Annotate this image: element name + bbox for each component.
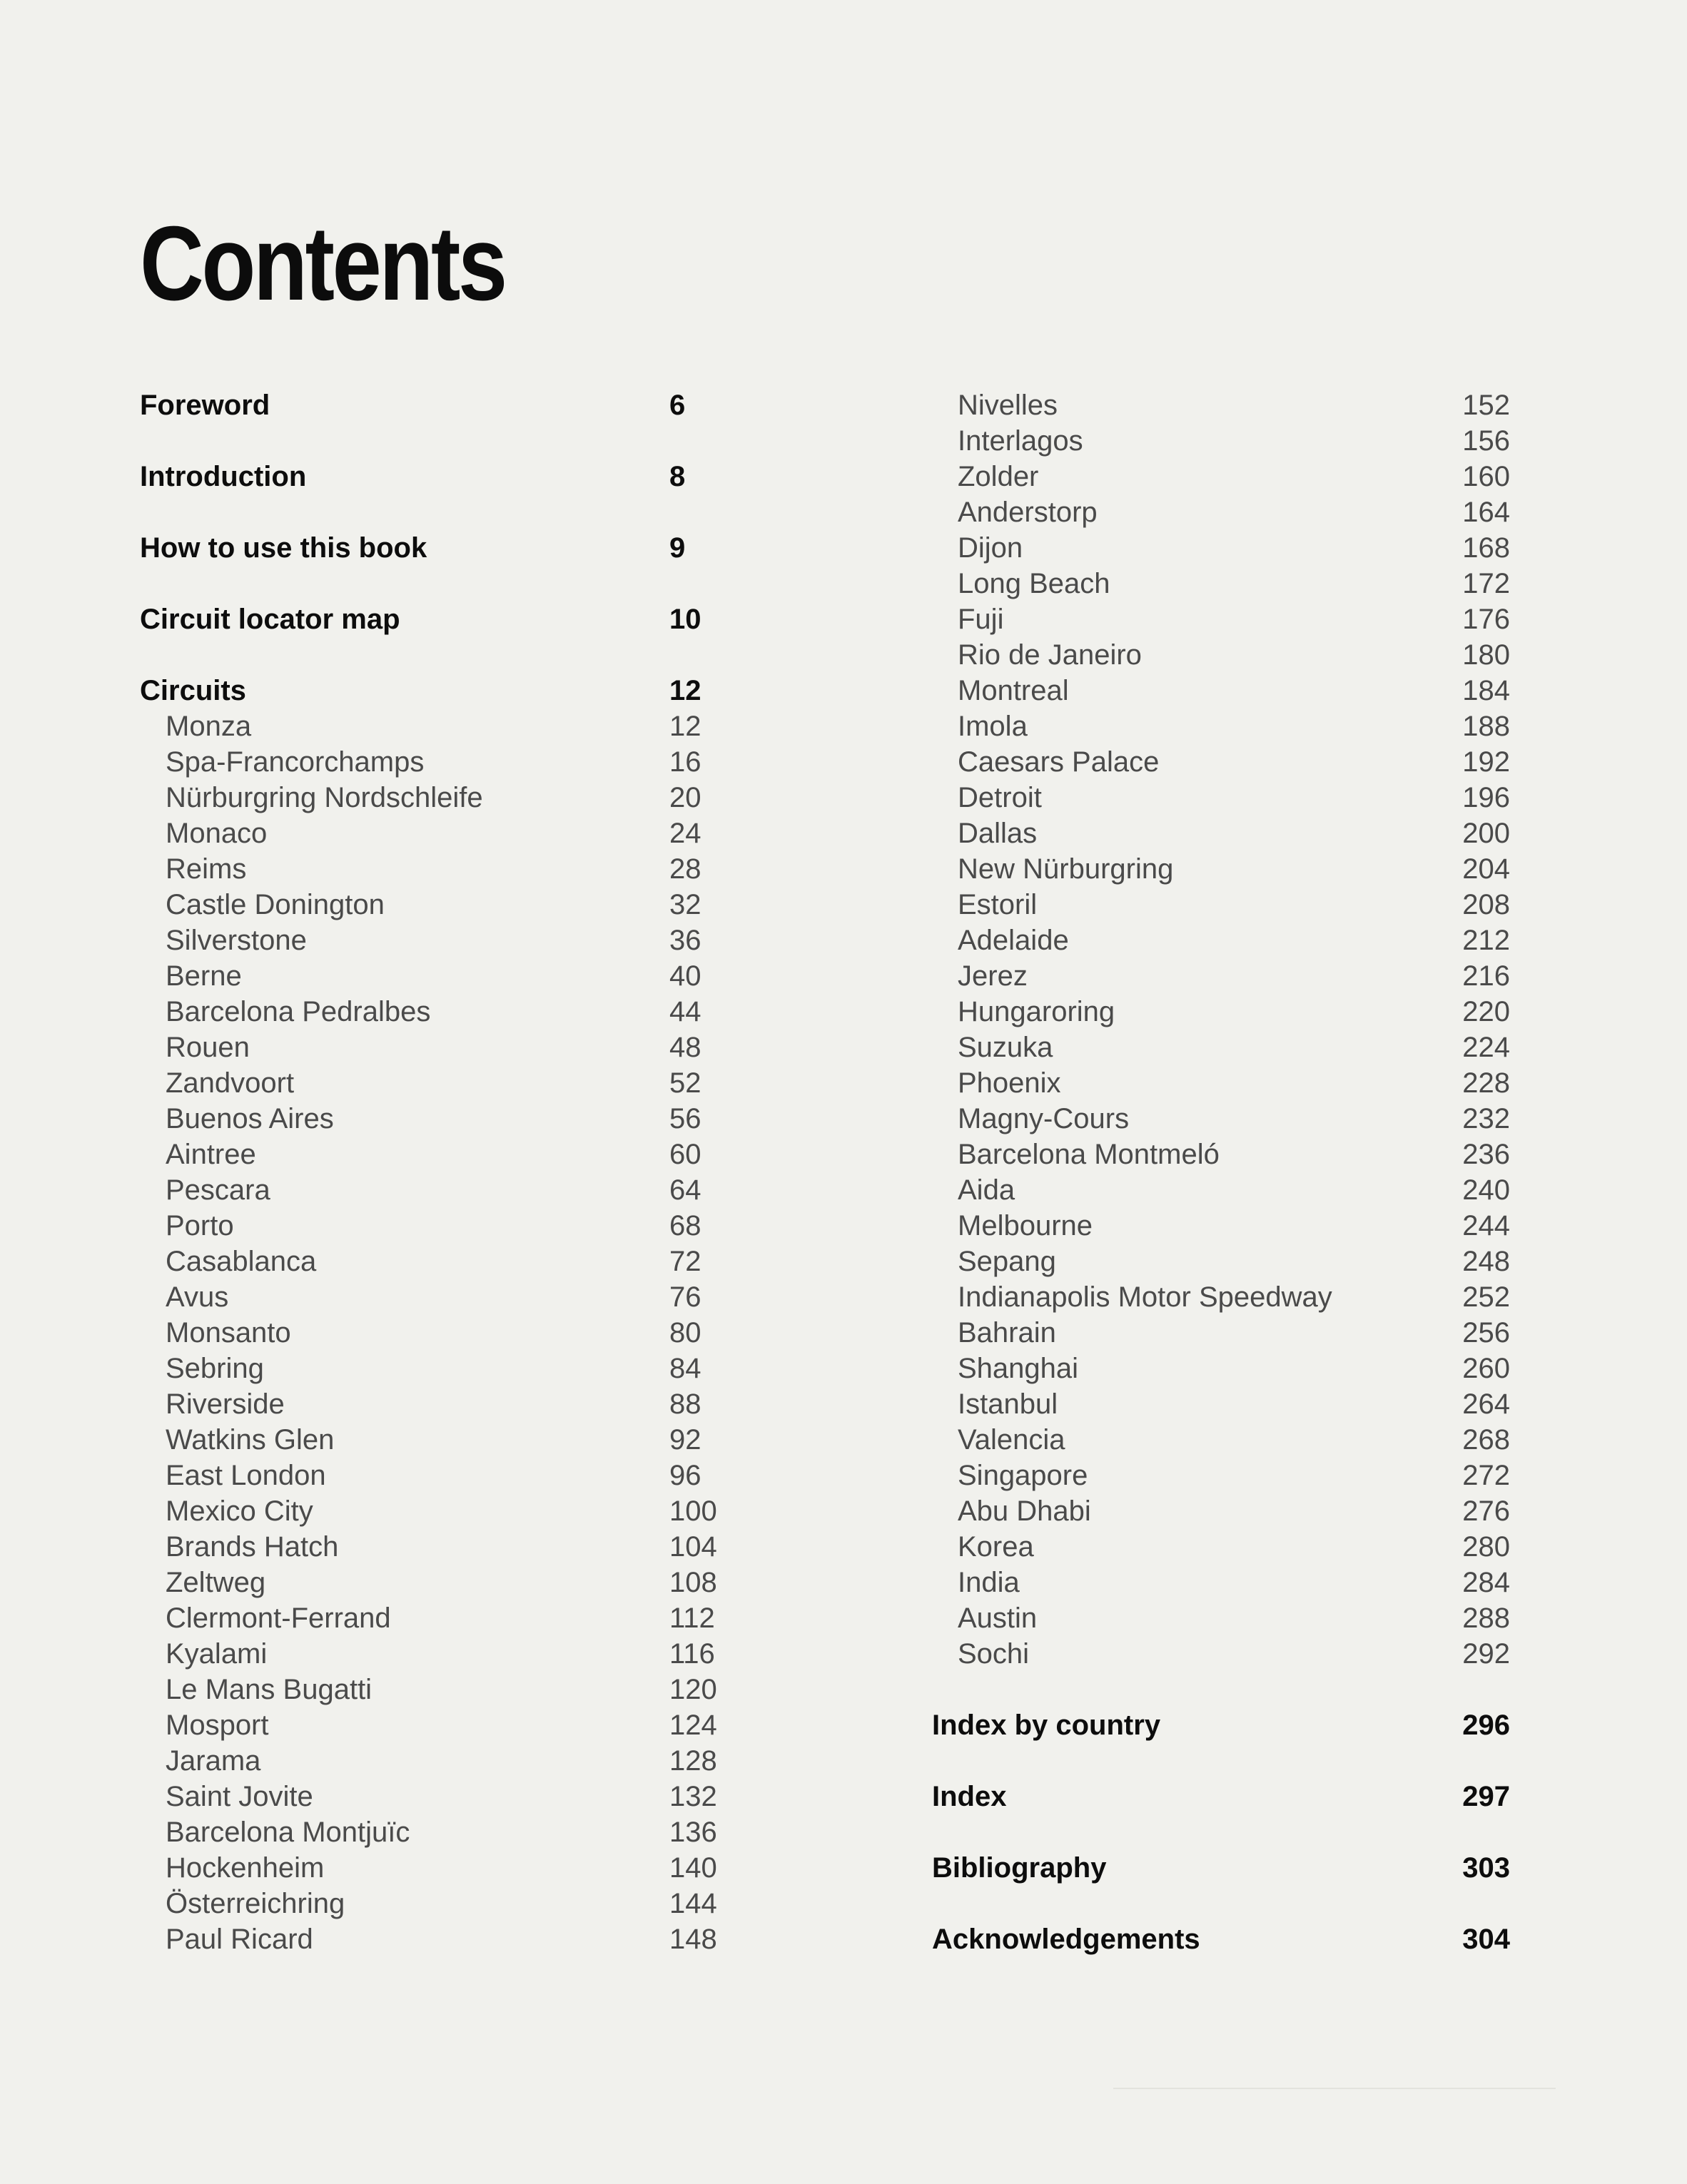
toc-label: Sebring — [166, 1353, 264, 1384]
toc-page-number: 260 — [1462, 1353, 1510, 1384]
toc-page-number: 256 — [1462, 1317, 1510, 1349]
toc-label: Abu Dhabi — [958, 1495, 1091, 1527]
toc-circuit-entry[interactable] — [140, 1921, 725, 1957]
toc-label: Adelaide — [958, 925, 1069, 956]
toc-page-number: 172 — [1462, 568, 1510, 599]
toc-circuit-entry[interactable] — [932, 744, 1517, 780]
toc-circuit-entry[interactable] — [932, 958, 1517, 994]
toc-circuit-entry[interactable] — [140, 1529, 725, 1565]
toc-page-number: 48 — [669, 1032, 701, 1063]
toc-page-number: 144 — [669, 1888, 717, 1919]
toc-section-entry[interactable] — [932, 1850, 1517, 1886]
toc-circuit-entry[interactable] — [932, 387, 1517, 423]
toc-label: Rouen — [166, 1032, 250, 1063]
spacer — [932, 1814, 1517, 1850]
toc-label: Clermont-Ferrand — [166, 1603, 391, 1634]
toc-label: Zeltweg — [166, 1567, 266, 1598]
toc-label: Long Beach — [958, 568, 1110, 599]
toc-page-number: 184 — [1462, 675, 1510, 706]
toc-circuit-entry[interactable] — [140, 887, 725, 923]
toc-label: Monsanto — [166, 1317, 291, 1349]
toc-label: Spa-Francorchamps — [166, 746, 425, 778]
toc-label: Berne — [166, 960, 242, 992]
toc-page-number: 40 — [669, 960, 701, 992]
circuit-list-right — [932, 387, 1517, 1672]
toc-circuit-entry[interactable] — [140, 1565, 725, 1600]
toc-section-entry[interactable] — [140, 387, 725, 423]
toc-circuit-entry[interactable] — [140, 744, 725, 780]
toc-page-number: 104 — [669, 1531, 717, 1563]
spacer — [932, 1886, 1517, 1921]
toc-page-number: 64 — [669, 1174, 701, 1206]
toc-circuit-entry[interactable] — [932, 1208, 1517, 1244]
toc-circuit-entry[interactable] — [932, 673, 1517, 708]
toc-label: Aida — [958, 1174, 1015, 1206]
toc-page-number: 36 — [669, 925, 701, 956]
toc-label: Acknowledgements — [932, 1924, 1200, 1955]
toc-label: Aintree — [166, 1139, 256, 1170]
toc-page-number: 6 — [669, 390, 686, 421]
toc-label: Istanbul — [958, 1388, 1058, 1420]
toc-page-number: 188 — [1462, 711, 1510, 742]
toc-circuit-entry[interactable] — [932, 1493, 1517, 1529]
toc-label: Index — [932, 1781, 1007, 1812]
spacer — [140, 566, 725, 601]
toc-label: Österreichring — [166, 1888, 345, 1919]
toc-label: Barcelona Pedralbes — [166, 996, 431, 1027]
toc-page-number: 276 — [1462, 1495, 1510, 1527]
toc-circuit-entry[interactable] — [932, 601, 1517, 637]
toc-page-number: 84 — [669, 1353, 701, 1384]
toc-page-number: 92 — [669, 1424, 701, 1456]
toc-page-number: 284 — [1462, 1567, 1510, 1598]
toc-label: Suzuka — [958, 1032, 1053, 1063]
toc-label: Caesars Palace — [958, 746, 1160, 778]
toc-section-entry[interactable] — [140, 601, 725, 637]
page-title: Contents — [140, 205, 505, 322]
toc-page-number: 80 — [669, 1317, 701, 1349]
toc-label: Monza — [166, 711, 252, 742]
toc-label: Index by country — [932, 1710, 1161, 1741]
toc-label: Zandvoort — [166, 1067, 295, 1099]
toc-page-number: 120 — [669, 1674, 717, 1705]
toc-label: Mexico City — [166, 1495, 313, 1527]
toc-page-number: 76 — [669, 1281, 701, 1313]
toc-page-number: 280 — [1462, 1531, 1510, 1563]
toc-page-number: 148 — [669, 1924, 717, 1955]
toc-circuit-entry[interactable] — [140, 1672, 725, 1707]
toc-page-number: 304 — [1462, 1924, 1510, 1955]
toc-circuit-entry[interactable] — [932, 1101, 1517, 1137]
toc-page-number: 297 — [1462, 1781, 1510, 1812]
toc-label: Estoril — [958, 889, 1038, 920]
toc-page-number: 96 — [669, 1460, 701, 1491]
toc-label: Dallas — [958, 818, 1038, 849]
toc-circuit-entry[interactable] — [140, 1208, 725, 1244]
toc-page-number: 160 — [1462, 461, 1510, 492]
toc-label: Dijon — [958, 532, 1023, 564]
toc-page-number: 252 — [1462, 1281, 1510, 1313]
toc-page-number: 116 — [669, 1638, 715, 1670]
toc-page-number: 208 — [1462, 889, 1510, 920]
toc-label: Hockenheim — [166, 1852, 325, 1884]
toc-section-entry[interactable] — [932, 1779, 1517, 1814]
toc-page-number: 176 — [1462, 604, 1510, 635]
toc-label: Nivelles — [958, 390, 1058, 421]
toc-page-number: 268 — [1462, 1424, 1510, 1456]
toc-circuit-entry[interactable] — [932, 851, 1517, 887]
toc-label: Nürburgring Nordschleife — [166, 782, 483, 813]
toc-circuit-entry[interactable] — [932, 887, 1517, 923]
spacer — [140, 494, 725, 530]
toc-circuit-entry[interactable] — [140, 780, 725, 816]
spacer — [140, 423, 725, 459]
toc-label: Avus — [166, 1281, 229, 1313]
left-column — [140, 387, 725, 1957]
toc-page-number: 168 — [1462, 532, 1510, 564]
toc-label: Melbourne — [958, 1210, 1093, 1241]
toc-label: How to use this book — [140, 532, 427, 564]
toc-page-number: 264 — [1462, 1388, 1510, 1420]
spacer — [932, 1743, 1517, 1779]
toc-page-number: 132 — [669, 1781, 717, 1812]
toc-label: Barcelona Montjuïc — [166, 1817, 410, 1848]
toc-circuit-entry[interactable] — [140, 1386, 725, 1422]
toc-page-number: 272 — [1462, 1460, 1510, 1491]
toc-label: Kyalami — [166, 1638, 268, 1670]
toc-label: Monaco — [166, 818, 268, 849]
toc-circuit-entry[interactable] — [140, 1458, 725, 1493]
toc-circuit-entry[interactable] — [140, 708, 725, 744]
toc-circuit-entry[interactable] — [932, 780, 1517, 816]
toc-circuit-entry[interactable] — [932, 1279, 1517, 1315]
toc-label: Saint Jovite — [166, 1781, 313, 1812]
toc-page-number: 72 — [669, 1246, 701, 1277]
toc-circuit-entry[interactable] — [140, 1137, 725, 1172]
toc-circuit-entry[interactable] — [140, 1030, 725, 1065]
toc-label: Circuits — [140, 675, 246, 706]
toc-circuit-entry[interactable] — [932, 923, 1517, 958]
toc-page-number: 240 — [1462, 1174, 1510, 1206]
toc-circuit-entry[interactable] — [140, 1172, 725, 1208]
toc-circuit-entry[interactable] — [932, 1636, 1517, 1672]
toc-page-number: 196 — [1462, 782, 1510, 813]
toc-label: Casablanca — [166, 1246, 317, 1277]
toc-page-number: 24 — [669, 818, 701, 849]
toc-label: Introduction — [140, 461, 307, 492]
toc-page-number: 44 — [669, 996, 701, 1027]
toc-circuit-entry[interactable] — [140, 994, 725, 1030]
toc-label: Watkins Glen — [166, 1424, 335, 1456]
toc-label: Paul Ricard — [166, 1924, 313, 1955]
toc-page-number: 68 — [669, 1210, 701, 1241]
toc-page-number: 216 — [1462, 960, 1510, 992]
toc-circuit-entry[interactable] — [140, 816, 725, 851]
toc-circuit-entry[interactable] — [932, 494, 1517, 530]
toc-circuit-entry[interactable] — [932, 1565, 1517, 1600]
toc-label: Sochi — [958, 1638, 1030, 1670]
toc-circuit-entry[interactable] — [932, 1529, 1517, 1565]
toc-label: Pescara — [166, 1174, 270, 1206]
paper-mark — [1113, 2088, 1556, 2089]
toc-page-number: 180 — [1462, 639, 1510, 671]
toc-page-number: 212 — [1462, 925, 1510, 956]
toc-page-number: 56 — [669, 1103, 701, 1134]
toc-circuit-entry[interactable] — [932, 994, 1517, 1030]
toc-label: Singapore — [958, 1460, 1088, 1491]
toc-circuit-entry[interactable] — [932, 1030, 1517, 1065]
toc-label: Interlagos — [958, 425, 1083, 457]
toc-page-number: 108 — [669, 1567, 717, 1598]
toc-circuit-entry[interactable] — [932, 530, 1517, 566]
toc-page-number: 200 — [1462, 818, 1510, 849]
toc-circuit-entry[interactable] — [140, 851, 725, 887]
toc-page-number: 303 — [1462, 1852, 1510, 1884]
circuit-list-left — [140, 708, 725, 1957]
toc-page-number: 16 — [669, 746, 701, 778]
toc-section-entry[interactable] — [140, 530, 725, 566]
toc-label: Zolder — [958, 461, 1039, 492]
toc-circuit-entry[interactable] — [140, 1493, 725, 1529]
toc-label: Anderstorp — [958, 497, 1098, 528]
toc-label: Jerez — [958, 960, 1028, 992]
toc-page-number: 12 — [669, 711, 701, 742]
toc-section-circuits[interactable] — [140, 673, 725, 708]
toc-label: Valencia — [958, 1424, 1065, 1456]
toc-page-number: 248 — [1462, 1246, 1510, 1277]
toc-label: Brands Hatch — [166, 1531, 339, 1563]
toc-page-number: 10 — [669, 604, 701, 635]
toc-label: India — [958, 1567, 1020, 1598]
toc-circuit-entry[interactable] — [932, 459, 1517, 494]
toc-label: Castle Donington — [166, 889, 385, 920]
toc-page-number: 60 — [669, 1139, 701, 1170]
toc-circuit-entry[interactable] — [140, 1743, 725, 1779]
toc-page-number: 128 — [669, 1745, 717, 1777]
toc-circuit-entry[interactable] — [932, 1244, 1517, 1279]
toc-circuit-entry[interactable] — [932, 1137, 1517, 1172]
toc-page-number: 12 — [669, 675, 701, 706]
toc-section-entry[interactable] — [932, 1921, 1517, 1957]
toc-page-number: 152 — [1462, 390, 1510, 421]
toc-label: Austin — [958, 1603, 1038, 1634]
toc-label: Buenos Aires — [166, 1103, 334, 1134]
toc-page-number: 236 — [1462, 1139, 1510, 1170]
front-matter-list — [140, 387, 725, 673]
toc-circuit-entry[interactable] — [140, 1814, 725, 1850]
toc-page-number: 32 — [669, 889, 701, 920]
toc-label: Korea — [958, 1531, 1034, 1563]
toc-page-number: 296 — [1462, 1710, 1510, 1741]
toc-label: Bibliography — [932, 1852, 1107, 1884]
toc-page-number: 192 — [1462, 746, 1510, 778]
toc-page-number: 100 — [669, 1495, 717, 1527]
toc-circuit-entry[interactable] — [140, 1244, 725, 1279]
toc-label: Riverside — [166, 1388, 285, 1420]
toc-circuit-entry[interactable] — [932, 1458, 1517, 1493]
toc-page-number: 232 — [1462, 1103, 1510, 1134]
toc-page-number: 9 — [669, 532, 686, 564]
toc-label: Silverstone — [166, 925, 307, 956]
toc-label: Montreal — [958, 675, 1069, 706]
toc-label: Porto — [166, 1210, 234, 1241]
toc-label: Magny-Cours — [958, 1103, 1130, 1134]
toc-circuit-entry[interactable] — [140, 1065, 725, 1101]
toc-circuit-entry[interactable] — [932, 423, 1517, 459]
toc-circuit-entry[interactable] — [140, 1779, 725, 1814]
toc-circuit-entry[interactable] — [140, 1101, 725, 1137]
toc-circuit-entry[interactable] — [932, 1422, 1517, 1458]
toc-label: Reims — [166, 853, 247, 885]
toc-section-entry[interactable] — [140, 459, 725, 494]
toc-circuit-entry[interactable] — [140, 958, 725, 994]
toc-page-number: 244 — [1462, 1210, 1510, 1241]
toc-label: Foreword — [140, 390, 270, 421]
toc-label: Shanghai — [958, 1353, 1079, 1384]
toc-label: Mosport — [166, 1710, 269, 1741]
toc-label: Indianapolis Motor Speedway — [958, 1281, 1332, 1313]
toc-circuit-entry[interactable] — [932, 1386, 1517, 1422]
toc-circuit-entry[interactable] — [140, 1351, 725, 1386]
toc-circuit-entry[interactable] — [140, 1886, 725, 1921]
toc-page-number: 8 — [669, 461, 686, 492]
toc-page-number: 20 — [669, 782, 701, 813]
right-column — [932, 387, 1517, 1957]
toc-circuit-entry[interactable] — [140, 1707, 725, 1743]
toc-page-number: 224 — [1462, 1032, 1510, 1063]
back-matter-list — [932, 1707, 1517, 1957]
toc-page-number: 124 — [669, 1710, 717, 1741]
toc-page-number: 220 — [1462, 996, 1510, 1027]
toc-page-number: 112 — [669, 1603, 715, 1634]
toc-circuit-entry[interactable] — [140, 1279, 725, 1315]
toc-circuit-entry[interactable] — [932, 816, 1517, 851]
toc-circuit-entry[interactable] — [140, 1315, 725, 1351]
toc-label: Hungaroring — [958, 996, 1115, 1027]
toc-label: Le Mans Bugatti — [166, 1674, 373, 1705]
toc-section-entry[interactable] — [932, 1707, 1517, 1743]
toc-page-number: 140 — [669, 1852, 717, 1884]
toc-label: Jarama — [166, 1745, 261, 1777]
toc-page-number: 228 — [1462, 1067, 1510, 1099]
toc-label: Bahrain — [958, 1317, 1056, 1349]
toc-page-number: 28 — [669, 853, 701, 885]
toc-circuit-entry[interactable] — [932, 566, 1517, 601]
toc-circuit-entry[interactable] — [140, 1600, 725, 1636]
toc-label: New Nürburgring — [958, 853, 1174, 885]
toc-circuit-entry[interactable] — [140, 923, 725, 958]
toc-label: Imola — [958, 711, 1028, 742]
toc-circuit-entry[interactable] — [932, 1351, 1517, 1386]
toc-label: Phoenix — [958, 1067, 1061, 1099]
toc-page-number: 156 — [1462, 425, 1510, 457]
toc-page-number: 164 — [1462, 497, 1510, 528]
toc-circuit-entry[interactable] — [140, 1636, 725, 1672]
toc-page-number: 292 — [1462, 1638, 1510, 1670]
toc-circuit-entry[interactable] — [140, 1422, 725, 1458]
toc-circuit-entry[interactable] — [932, 708, 1517, 744]
toc-label: Circuit locator map — [140, 604, 400, 635]
spacer — [140, 637, 725, 673]
toc-circuit-entry[interactable] — [140, 1850, 725, 1886]
toc-label: Detroit — [958, 782, 1042, 813]
toc-label: Rio de Janeiro — [958, 639, 1142, 671]
toc-page-number: 204 — [1462, 853, 1510, 885]
toc-circuit-entry[interactable] — [932, 1315, 1517, 1351]
toc-page-number: 288 — [1462, 1603, 1510, 1634]
toc-label: Fuji — [958, 604, 1004, 635]
toc-label: East London — [166, 1460, 326, 1491]
toc-label: Sepang — [958, 1246, 1056, 1277]
toc-page-number: 136 — [669, 1817, 717, 1848]
toc-page-number: 88 — [669, 1388, 701, 1420]
toc-label: Barcelona Montmeló — [958, 1139, 1220, 1170]
toc-page-number: 52 — [669, 1067, 701, 1099]
toc-circuit-entry[interactable] — [932, 1065, 1517, 1101]
toc-circuit-entry[interactable] — [932, 637, 1517, 673]
toc-circuit-entry[interactable] — [932, 1600, 1517, 1636]
toc-circuit-entry[interactable] — [932, 1172, 1517, 1208]
spacer — [932, 1672, 1517, 1707]
